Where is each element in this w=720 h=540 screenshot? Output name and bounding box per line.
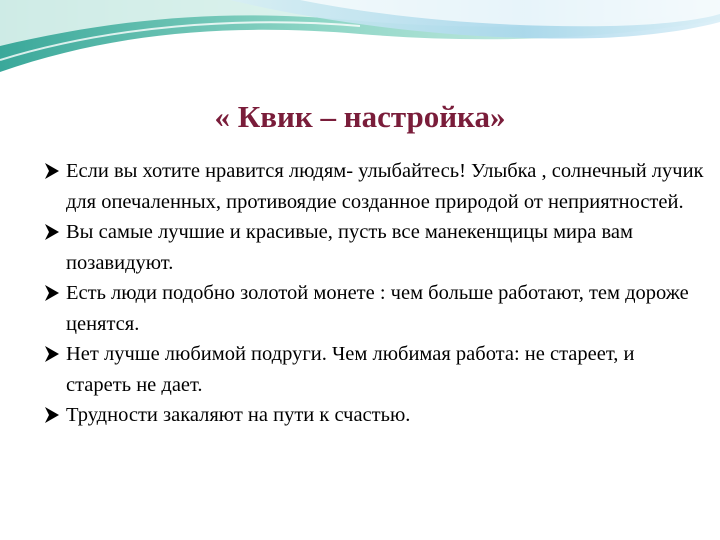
bullet-text: Если вы хотите нравится людям- улыбайтесь! Улыбка , солнечный лучик для опечаленных, противоядие созданное природой от неприятностей.: [66, 160, 704, 213]
list-item: [44, 278, 704, 339]
list-item: [44, 217, 704, 278]
list-item: [44, 156, 704, 217]
header-wave-decoration: [0, 0, 720, 90]
arrow-check-bullet-icon: [44, 223, 60, 241]
bullet-text: Есть люди подобно золотой монете : чем больше работают, тем дороже ценятся.: [66, 282, 689, 335]
list-item: [44, 400, 704, 431]
bullet-text: Вы самые лучшие и красивые, пусть все манекенщицы мира вам позавидуют.: [66, 221, 633, 274]
bullet-list: [44, 156, 704, 431]
bullet-text: Нет лучше любимой подруги. Чем любимая работа: не стареет, и стареть не дает.: [66, 343, 635, 396]
slide-title: « Квик – настройка»: [214, 99, 506, 134]
arrow-check-bullet-icon: [44, 345, 60, 363]
arrow-check-bullet-icon: [44, 284, 60, 302]
list-item: [44, 339, 704, 400]
arrow-check-bullet-icon: [44, 406, 60, 424]
bullet-text: Трудности закаляют на пути к счастью.: [66, 404, 411, 426]
arrow-check-bullet-icon: [44, 162, 60, 180]
